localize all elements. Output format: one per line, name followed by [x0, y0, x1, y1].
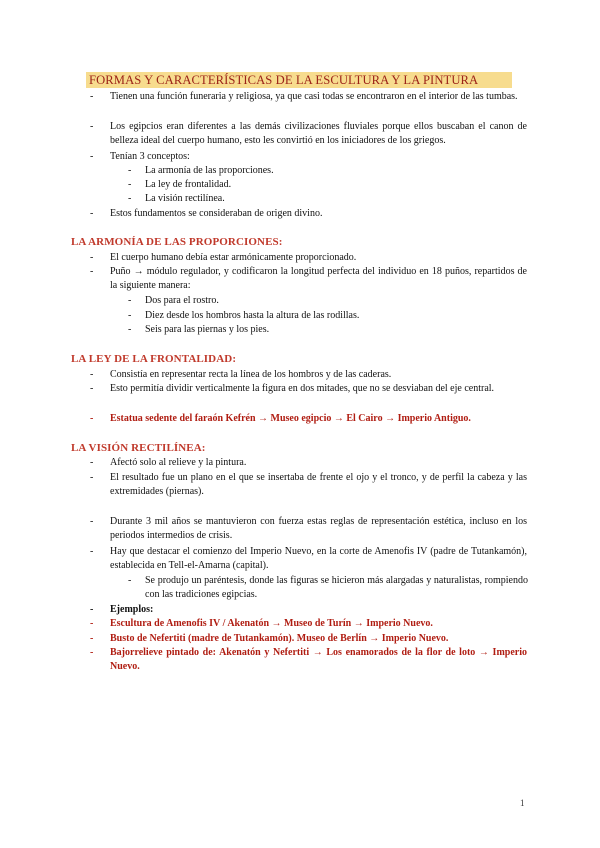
bullet-dash: -: [90, 472, 94, 483]
list-item-text: Tenían 3 conceptos:: [110, 151, 190, 162]
bullet-dash: -: [90, 266, 94, 277]
sub-list-item-text: Se produjo un paréntesis, donde las figuras se hicieron más alargadas y naturalistas, rompiendo con las tradiciones egipcias.: [145, 575, 528, 601]
bullet-dash: -: [90, 208, 94, 219]
list-item-text: Durante 3 mil años se mantuvieron con fuerza estas reglas de representación estética, incluso en los periodos intermedios de crisis.: [110, 516, 527, 542]
section-heading-armonia: LA ARMONÍA DE LAS PROPORCIONES:: [71, 236, 283, 248]
bullet-dash: -: [90, 618, 94, 629]
bullet-dash: -: [90, 121, 94, 132]
bullet-dash: -: [128, 324, 132, 335]
bullet-dash: -: [128, 165, 132, 176]
section-heading-vision: LA VISIÓN RECTILÍNEA:: [71, 442, 206, 454]
bullet-dash: -: [90, 369, 94, 380]
bullet-dash: -: [90, 413, 94, 424]
bullet-dash: -: [128, 310, 132, 321]
page-title: FORMAS Y CARACTERÍSTICAS DE LA ESCULTURA Y LA PINTURA: [86, 72, 512, 88]
bullet-dash: -: [90, 546, 94, 557]
list-item-text: Puño → módulo regulador, y codificaron la longitud perfecta del individuo en 18 puños, repartidos de la siguiente manera:: [110, 266, 527, 292]
bullet-dash: -: [128, 179, 132, 190]
bullet-dash: -: [90, 604, 94, 615]
bullet-dash: -: [90, 647, 94, 658]
bullet-dash: -: [128, 575, 132, 586]
list-item-text: Hay que destacar el comienzo del Imperio Nuevo, en la corte de Amenofis IV (padre de Tutankamón), establecida en Tell-el-Amarna (capital).: [110, 546, 527, 572]
sub-list-item-text: La ley de frontalidad.: [145, 179, 232, 190]
bullet-dash: -: [90, 383, 94, 394]
bullet-dash: -: [128, 295, 132, 306]
list-item-text: Tienen una función funeraria y religiosa, ya que casi todas se encontraron en el interior de las tumbas.: [110, 91, 518, 102]
sub-list-item-text: Diez desde los hombros hasta la altura de las rodillas.: [145, 310, 360, 321]
section-heading-frontalidad: LA LEY DE LA FRONTALIDAD:: [71, 353, 237, 365]
list-item-text: Consistía en representar recta la línea de los hombros y de las caderas.: [110, 369, 392, 380]
example-text: Escultura de Amenofis IV / Akenatón → Museo de Turín → Imperio Nuevo.: [110, 618, 433, 629]
sub-list-item-text: Seis para las piernas y los pies.: [145, 324, 270, 335]
list-item-text: El resultado fue un plano en el que se insertaba de frente el ojo y el tronco, y de perfil la cabeza y las extremidades (piernas).: [110, 472, 527, 498]
bullet-dash: -: [90, 457, 94, 468]
bullet-dash: -: [90, 252, 94, 263]
bullet-dash: -: [128, 193, 132, 204]
bullet-dash: -: [90, 633, 94, 644]
list-item-text: Estos fundamentos se consideraban de origen divino.: [110, 208, 323, 219]
list-item-text: Esto permitía dividir verticalmente la figura en dos mitades, que no se desviaban del eje central.: [110, 383, 495, 394]
sub-list-item-text: La visión rectilínea.: [145, 193, 225, 204]
bullet-dash: -: [90, 91, 94, 102]
bullet-dash: -: [90, 516, 94, 527]
list-item-text: Afectó solo al relieve y la pintura.: [110, 457, 247, 468]
bullet-dash: -: [90, 151, 94, 162]
example-text: Bajorrelieve pintado de: Akenatón y Nefertiti → Los enamorados de la flor de loto → Imperio Nuevo.: [110, 647, 527, 673]
sub-list-item-text: La armonía de las proporciones.: [145, 165, 274, 176]
sub-list-item-text: Dos para el rostro.: [145, 295, 219, 306]
example-text: Busto de Nefertiti (madre de Tutankamón). Museo de Berlín → Imperio Nuevo.: [110, 633, 449, 644]
examples-label-text: Ejemplos:: [110, 604, 154, 615]
example-text: Estatua sedente del faraón Kefrén → Museo egipcio → El Cairo → Imperio Antiguo.: [110, 413, 471, 424]
page-number: 1: [520, 798, 525, 808]
list-item-text: El cuerpo humano debía estar armónicamente proporcionado.: [110, 252, 357, 263]
list-item-text: Los egipcios eran diferentes a las demás civilizaciones fluviales porque ellos buscaban el canon de belleza ideal del cuerpo humano, esto les convirtió en los iniciadores de los griegos.: [110, 121, 527, 147]
